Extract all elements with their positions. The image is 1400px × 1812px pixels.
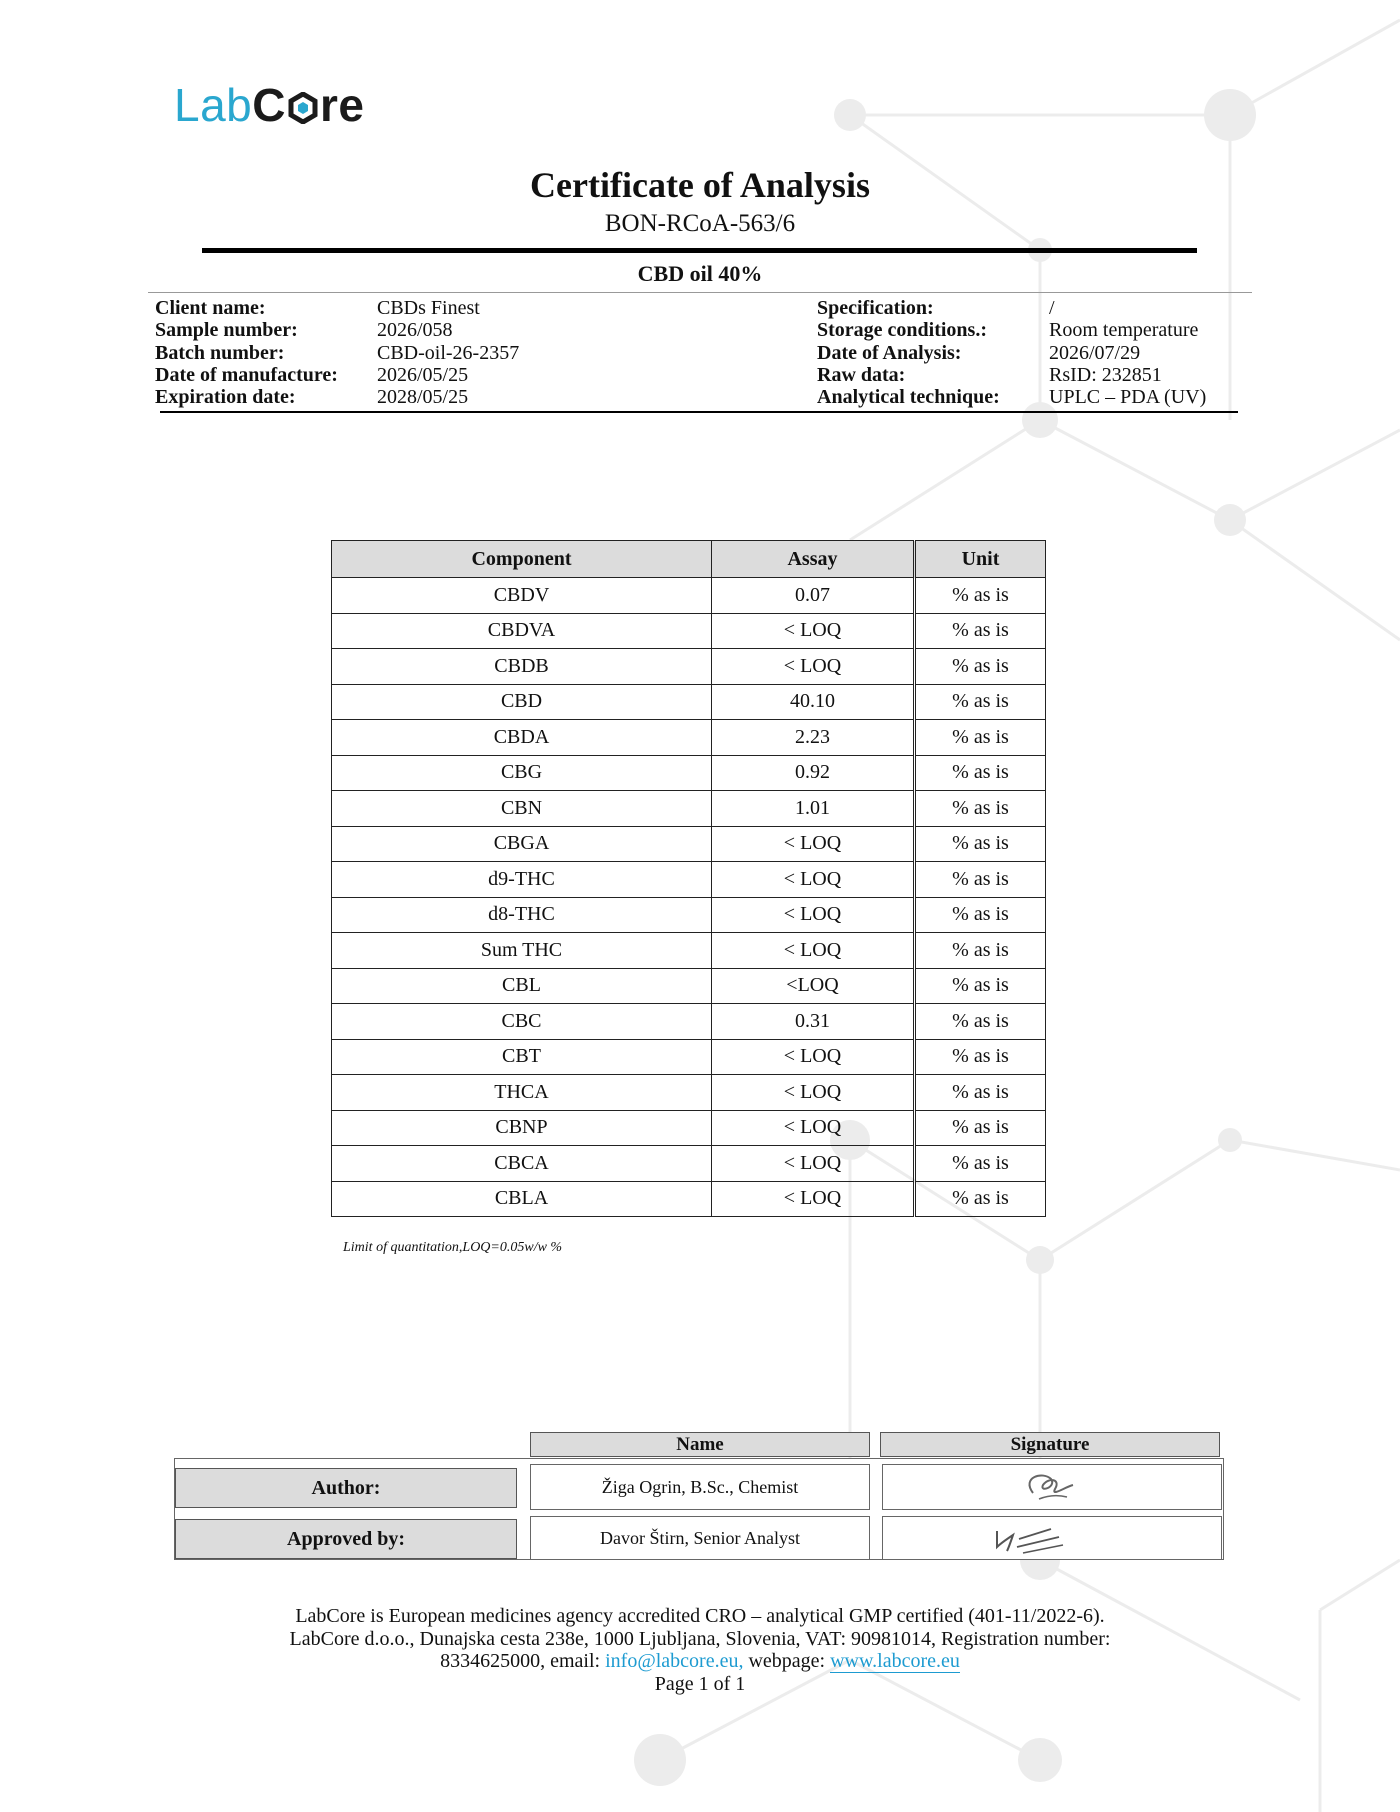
table-row — [332, 1075, 1046, 1111]
component-cell: CBL — [332, 968, 712, 1004]
unit-cell: % as is — [915, 649, 1046, 685]
results-header-row — [332, 541, 1046, 578]
info-row-analytical-technique — [817, 386, 1206, 408]
assay-cell: <LOQ — [712, 968, 915, 1004]
assay-cell: < LOQ — [712, 649, 915, 685]
assay-cell: 1.01 — [712, 791, 915, 827]
page-number: Page 1 of 1 — [654, 1672, 746, 1695]
table-row — [332, 1039, 1046, 1075]
footer-address: LabCore d.o.o., Dunajska cesta 238e, 1000 Ljubljana, Slovenia, VAT: 90981014, Registration number: — [289, 1627, 1111, 1650]
assay-cell: < LOQ — [712, 1181, 915, 1217]
component-cell: THCA — [332, 1075, 712, 1111]
labcore-logo — [174, 78, 364, 132]
unit-cell: % as is — [915, 897, 1046, 933]
info-divider — [160, 411, 1238, 413]
info-row-date-of-manufacture — [155, 364, 519, 386]
component-cell: CBDA — [332, 720, 712, 756]
info-value: 2026/07/29 — [1049, 341, 1141, 364]
info-label: Sample number: — [155, 319, 298, 342]
sample-info-right — [817, 297, 1206, 408]
info-label: Storage conditions.: — [817, 319, 987, 342]
unit-cell: % as is — [915, 613, 1046, 649]
table-row — [332, 720, 1046, 756]
component-cell: CBLA — [332, 1181, 712, 1217]
loq-note: Limit of quantitation,LOQ=0.05w/w % — [343, 1240, 563, 1255]
info-value: Room temperature — [1049, 319, 1199, 342]
component-cell: CBDV — [332, 578, 712, 614]
table-row — [332, 755, 1046, 791]
info-value: 2026/05/25 — [377, 363, 469, 386]
component-cell: CBN — [332, 791, 712, 827]
unit-cell: % as is — [915, 933, 1046, 969]
logo-text-c: C — [252, 79, 286, 131]
unit-cell: % as is — [915, 1004, 1046, 1040]
component-cell: CBNP — [332, 1110, 712, 1146]
component-cell: CBC — [332, 1004, 712, 1040]
component-cell: CBDVA — [332, 613, 712, 649]
footer-accreditation: LabCore is European medicines agency accredited CRO – analytical GMP certified (401-11/2022-6). — [295, 1605, 1105, 1627]
table-row — [332, 968, 1046, 1004]
component-cell: CBT — [332, 1039, 712, 1075]
column-header-unit: Unit — [915, 541, 1046, 578]
table-row — [332, 826, 1046, 862]
hexagon-logo-icon — [287, 92, 319, 124]
info-value: 2028/05/25 — [377, 386, 469, 409]
name-column-header: Name — [530, 1432, 870, 1457]
column-header-component: Component — [332, 541, 712, 578]
assay-cell: 0.92 — [712, 755, 915, 791]
info-value: CBDs Finest — [377, 297, 480, 319]
info-value: CBD-oil-26-2357 — [377, 341, 520, 364]
approved-signature-cell — [882, 1516, 1222, 1560]
info-row-date-of-analysis — [817, 342, 1206, 364]
unit-cell: % as is — [915, 720, 1046, 756]
author-label: Author: — [175, 1468, 517, 1508]
info-label: Specification: — [817, 297, 934, 319]
component-cell: CBG — [332, 755, 712, 791]
info-label: Analytical technique: — [817, 386, 1000, 409]
info-label: Batch number: — [155, 341, 285, 364]
info-row-expiration-date — [155, 386, 519, 408]
approver-handwritten-signature — [883, 1517, 1221, 1559]
info-label: Client name: — [155, 297, 266, 319]
assay-cell: 0.07 — [712, 578, 915, 614]
unit-cell: % as is — [915, 791, 1046, 827]
logo-text-re: re — [319, 79, 365, 131]
unit-cell: % as is — [915, 1181, 1046, 1217]
results-body — [332, 578, 1046, 1217]
component-cell: CBD — [332, 684, 712, 720]
table-row — [332, 933, 1046, 969]
unit-cell: % as is — [915, 862, 1046, 898]
assay-cell: < LOQ — [712, 862, 915, 898]
product-divider — [148, 292, 1252, 293]
unit-cell: % as is — [915, 968, 1046, 1004]
column-header-assay: Assay — [712, 541, 915, 578]
approved-by-label: Approved by: — [175, 1519, 517, 1559]
footer — [0, 1605, 1400, 1695]
table-row — [332, 1146, 1046, 1182]
unit-cell: % as is — [915, 755, 1046, 791]
assay-cell: < LOQ — [712, 1075, 915, 1111]
assay-cell: < LOQ — [712, 1039, 915, 1075]
product-name: CBD oil 40% — [637, 261, 763, 286]
assay-cell: 2.23 — [712, 720, 915, 756]
assay-cell: < LOQ — [712, 933, 915, 969]
info-row-storage-conditions — [817, 319, 1206, 341]
title-divider — [202, 248, 1197, 253]
table-row — [332, 578, 1046, 614]
unit-cell: % as is — [915, 826, 1046, 862]
info-label: Date of manufacture: — [155, 363, 338, 386]
table-row — [332, 1004, 1046, 1040]
assay-cell: < LOQ — [712, 897, 915, 933]
component-cell: Sum THC — [332, 933, 712, 969]
sample-info-left — [155, 297, 519, 408]
approved-by-name: Davor Štirn, Senior Analyst — [530, 1516, 870, 1560]
footer-webpage-label: webpage: — [743, 1650, 831, 1672]
signature-column-header: Signature — [880, 1432, 1220, 1457]
email-link[interactable]: info@labcore.eu, — [605, 1650, 744, 1672]
table-row — [332, 649, 1046, 685]
author-name: Žiga Ogrin, B.Sc., Chemist — [530, 1464, 870, 1510]
component-cell: d8-THC — [332, 897, 712, 933]
table-row — [332, 1110, 1046, 1146]
assay-cell: < LOQ — [712, 613, 915, 649]
footer-registration: 8334625000, email: — [440, 1650, 606, 1672]
website-link[interactable]: www.labcore.eu — [830, 1650, 960, 1672]
table-row — [332, 862, 1046, 898]
component-cell: CBGA — [332, 826, 712, 862]
unit-cell: % as is — [915, 1075, 1046, 1111]
unit-cell: % as is — [915, 684, 1046, 720]
info-row-batch-number — [155, 342, 519, 364]
component-cell: d9-THC — [332, 862, 712, 898]
table-row — [332, 897, 1046, 933]
table-row — [332, 791, 1046, 827]
info-label: Raw data: — [817, 363, 906, 386]
table-row — [332, 613, 1046, 649]
assay-cell: 0.31 — [712, 1004, 915, 1040]
assay-cell: < LOQ — [712, 826, 915, 862]
info-value: 2026/058 — [377, 319, 453, 342]
document-title: Certificate of Analysis — [530, 165, 870, 205]
component-cell: CBCA — [332, 1146, 712, 1182]
table-row — [332, 684, 1046, 720]
info-value: UPLC – PDA (UV) — [1049, 386, 1207, 409]
document-number: BON-RCoA-563/6 — [604, 210, 796, 237]
info-value: RsID: 232851 — [1049, 363, 1162, 386]
assay-cell: 40.10 — [712, 684, 915, 720]
info-label: Expiration date: — [155, 386, 296, 409]
info-value: / — [1049, 297, 1055, 319]
info-row-raw-data — [817, 364, 1206, 386]
assay-cell: < LOQ — [712, 1146, 915, 1182]
results-table — [331, 540, 1046, 1217]
author-handwritten-signature — [883, 1465, 1221, 1509]
author-signature-cell — [882, 1464, 1222, 1510]
info-row-client — [155, 297, 519, 319]
info-row-specification — [817, 297, 1206, 319]
info-row-sample-number — [155, 319, 519, 341]
footer-contact — [0, 1650, 1400, 1673]
assay-cell: < LOQ — [712, 1110, 915, 1146]
unit-cell: % as is — [915, 578, 1046, 614]
unit-cell: % as is — [915, 1110, 1046, 1146]
info-label: Date of Analysis: — [817, 341, 962, 364]
table-row — [332, 1181, 1046, 1217]
component-cell: CBDB — [332, 649, 712, 685]
unit-cell: % as is — [915, 1146, 1046, 1182]
logo-text-lab: Lab — [174, 79, 253, 131]
unit-cell: % as is — [915, 1039, 1046, 1075]
